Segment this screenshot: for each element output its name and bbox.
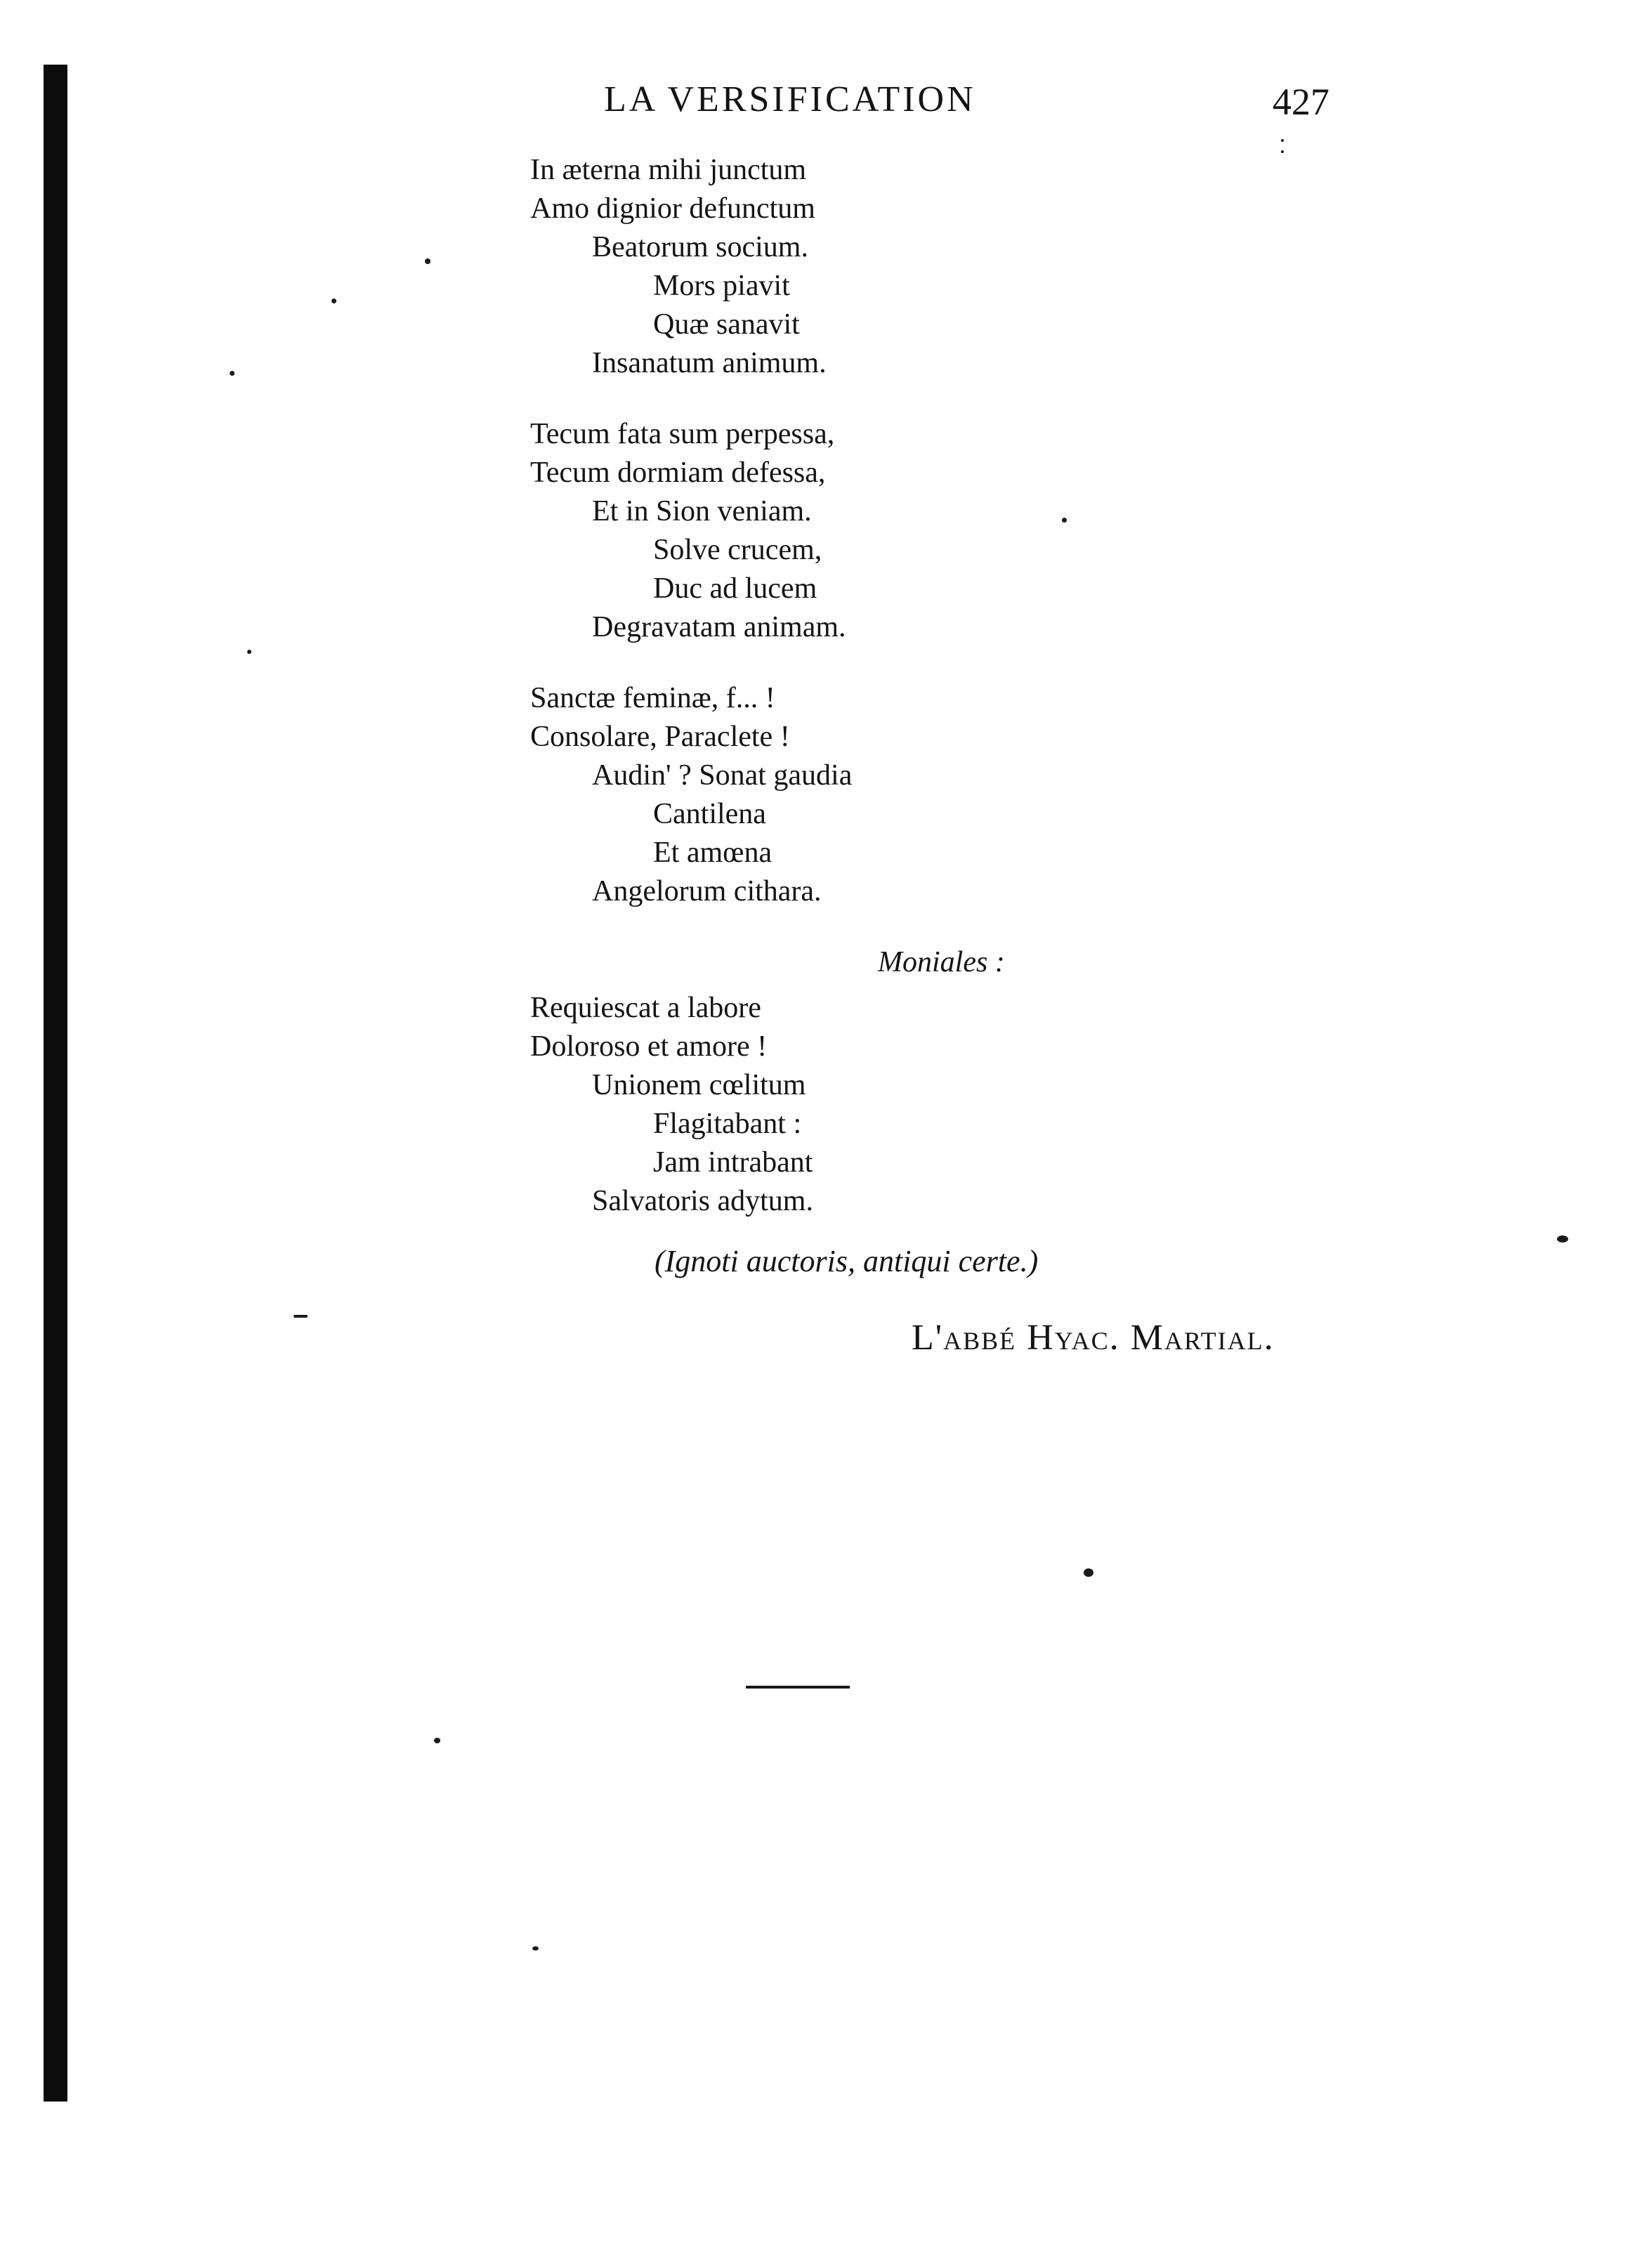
scanned-page-binding-edge <box>44 65 67 2102</box>
verse-line: Solve crucem, <box>653 534 822 566</box>
page-number: 427 <box>1273 81 1329 123</box>
verse-line: Insanatum animum. <box>592 347 827 379</box>
verse-line: Beatorum socium. <box>592 231 808 263</box>
stanza-4 <box>530 989 1373 1221</box>
scan-speck <box>1281 150 1284 153</box>
scan-speck <box>532 1946 539 1951</box>
verse-line: Quæ sanavit <box>653 308 800 341</box>
verse-line: Amo dignior defunctum <box>530 192 815 225</box>
scan-speck <box>1281 139 1284 142</box>
poem <box>530 151 1373 1253</box>
scan-speck <box>1557 1235 1568 1243</box>
verse-line: Tecum fata sum perpessa, <box>530 418 835 450</box>
verse-line: In æterna mihi junctum <box>530 154 807 186</box>
verse-line: Et in Sion veniam. <box>592 495 812 527</box>
verse-line: Requiescat a labore <box>530 992 761 1024</box>
verse-line: Tecum dormiam defessa, <box>530 457 826 489</box>
author-signature: L'abbé Hyac. Martial. <box>912 1318 1275 1358</box>
verse-line: Consolare, Paraclete ! <box>530 721 790 753</box>
verse-line: Degravatam animam. <box>592 611 846 643</box>
running-title: LA VERSIFICATION <box>604 79 976 119</box>
scan-speck <box>247 650 251 654</box>
verse-line: Mors piavit <box>653 270 790 302</box>
verse-line: Angelorum cithara. <box>592 875 822 907</box>
stanza-1 <box>530 151 1373 383</box>
verse-line: Unionem cœlitum <box>592 1069 806 1101</box>
verse-line: Audin' ? Sonat gaudia <box>592 759 853 792</box>
scan-speck <box>434 1738 440 1743</box>
verse-line: Flagitabant : <box>653 1108 802 1140</box>
speaker-heading: Moniales : <box>878 946 1005 978</box>
verse-line: Salvatoris adytum. <box>592 1185 813 1217</box>
verse-line: Duc ad lucem <box>653 572 817 605</box>
stanza-3 <box>530 679 1373 911</box>
scan-speck <box>331 299 336 303</box>
attribution: (Ignoti auctoris, antiqui certe.) <box>655 1244 1039 1278</box>
stanza-2 <box>530 415 1373 647</box>
verse-line: Doloroso et amore ! <box>530 1030 768 1063</box>
verse-line: Et amœna <box>653 837 773 869</box>
scan-speck <box>230 371 235 376</box>
closing-rule <box>746 1686 850 1689</box>
scan-speck <box>425 258 430 264</box>
scan-speck <box>1062 518 1067 523</box>
verse-line: Cantilena <box>653 798 766 830</box>
verse-line: Sanctæ feminæ, f... ! <box>530 682 775 714</box>
scan-speck <box>1084 1568 1093 1577</box>
verse-line: Jam intrabant <box>653 1146 813 1179</box>
scan-speck <box>294 1315 308 1318</box>
